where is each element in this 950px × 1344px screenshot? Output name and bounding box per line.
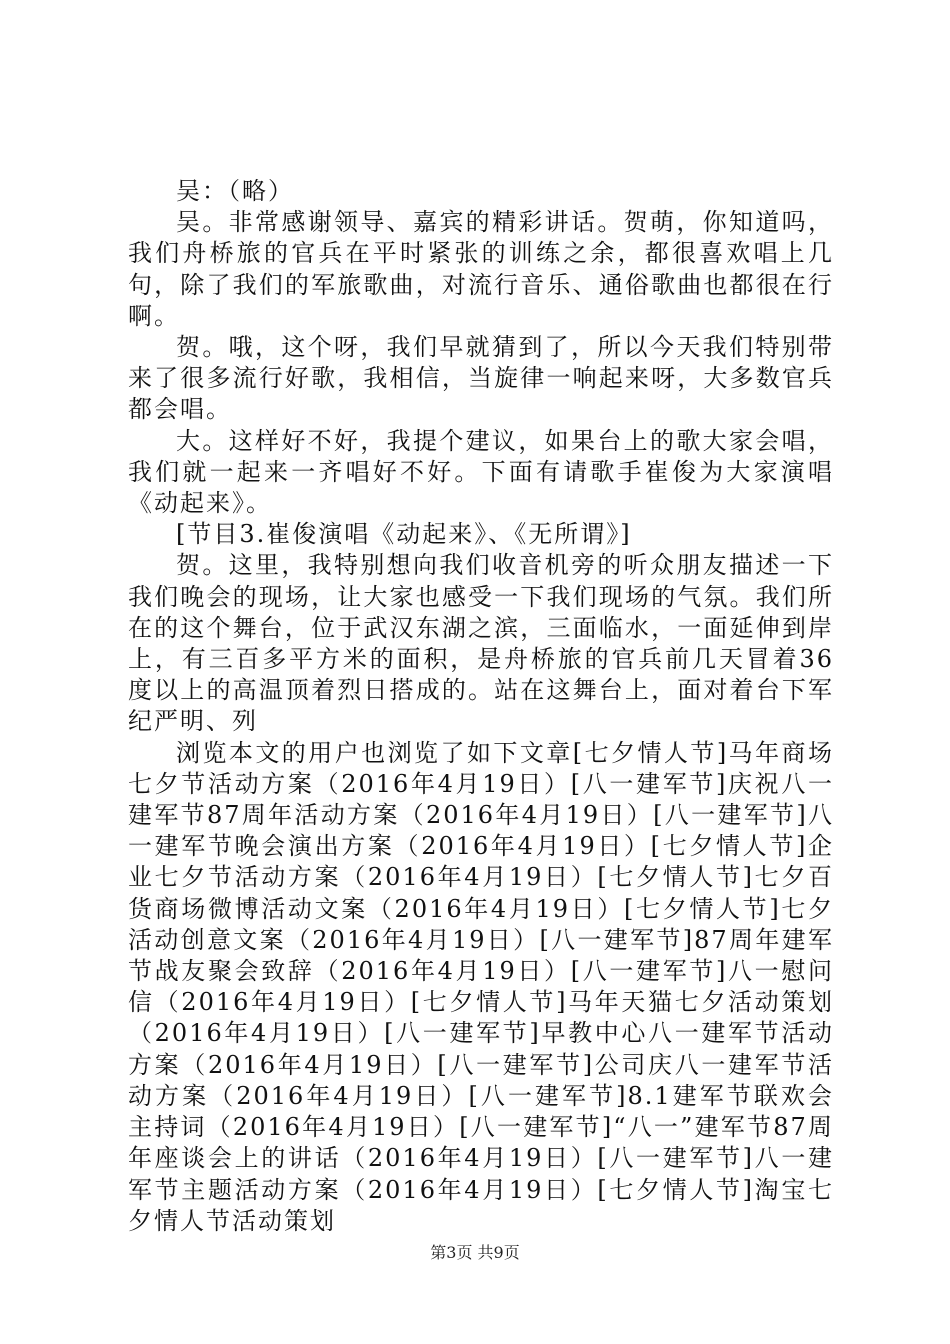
program-note: [节目3.崔俊演唱《动起来》、《无所谓》] (176, 520, 632, 549)
document-body (128, 176, 834, 1237)
paragraph-1: 吴：（略） (176, 177, 294, 205)
paragraph-2: 吴。非常感谢领导、嘉宾的精彩讲话。贺萌，你知道吗，我们舟桥旅的官兵在平时紧张的训练之余，都很喜欢唱上几句，除了我们的军旅歌曲，对流行音乐、通俗歌曲也都很在行啊。 (128, 208, 834, 330)
paragraph-4: 大。这样好不好，我提个建议，如果台上的歌大家会唱，我们就一起来一齐唱好不好。下面有请歌手崔俊为大家演唱《动起来》。 (128, 426, 834, 518)
paragraph-3: 贺。哦，这个呀，我们早就猜到了，所以今天我们特别带来了很多流行好歌，我相信，当旋律一响起来呀，大多数官兵都会唱。 (128, 333, 834, 424)
page-footer: 第3页 共9页 (430, 1243, 520, 1262)
related-articles: 浏览本文的用户也浏览了如下文章[七夕情人节]马年商场七夕节活动方案（2016年4月19日）[八一建军节]庆祝八一建军节87周年活动方案（2016年4月19日）[八一建军节]八一建军节晚会演出方案（2016年4月19日）[七夕情人节]企业七夕节活动方案（2016年4月19日）[七夕情人节]七夕百货商场微博活动文案（2016年4月19日）[七夕情人节]七夕活动创意文案（2016年4月19日）[八一建军节]87周年建军节战友聚会致辞（2016年4月19日）[八一建军节]八一慰问信（2016年4月19日）[七夕情人节]马年天猫七夕活动策划（2016年4月19日）[八一建军节]早教中心八一建军节活动方案（2016年4月19日）[八一建军节]公司庆八一建军节活动方案（2016年4月19日）[八一建军节]8.1建军节联欢会主持词（2016年4月19日）[八一建军节]“八一”建军节87周年座谈会上的讲话（2016年4月19日）[八一建军节]八一建军节主题活动方案（2016年4月19日）[七夕情人节]淘宝七夕情人节活动策划 (128, 738, 834, 1235)
paragraph-6: 贺。这里，我特别想向我们收音机旁的听众朋友描述一下我们晚会的现场，让大家也感受一下我们现场的气氛。我们所在的这个舞台，位于武汉东湖之滨，三面临水，一面延伸到岸上，有三百多平方米的面积，是舟桥旅的官兵前几天冒着36度以上的高温顶着烈日搭成的。站在这舞台上，面对着台下军纪严明、列 (128, 551, 834, 736)
